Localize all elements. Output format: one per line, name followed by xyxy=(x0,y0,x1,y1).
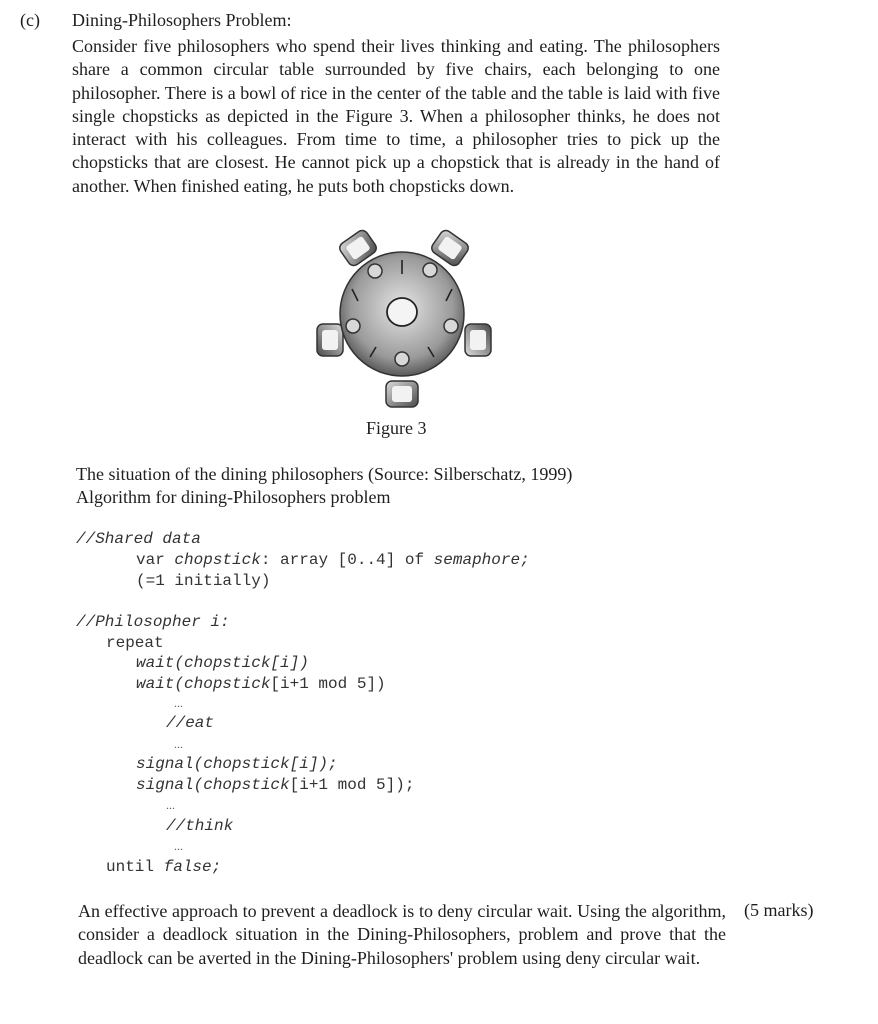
chair-bottom xyxy=(386,381,418,407)
code-ellipsis: ... xyxy=(174,839,183,853)
code-philosopher-comment: //Philosopher i: xyxy=(76,613,230,631)
code-init: (=1 initially) xyxy=(136,572,271,590)
code-ellipsis: ... xyxy=(174,737,183,751)
situation-text xyxy=(76,463,572,509)
chair-left xyxy=(317,324,343,356)
plate xyxy=(444,319,458,333)
plate xyxy=(395,352,409,366)
code-eat: //eat xyxy=(166,714,215,732)
figure-caption: Figure 3 xyxy=(366,418,427,438)
plate xyxy=(423,263,437,277)
code-var-line: var chopstick: array [0..4] of semaphore; xyxy=(136,551,530,569)
code-ellipsis: ... xyxy=(174,696,183,710)
plate xyxy=(368,264,382,278)
code-wait-1: wait(chopstick[i]) xyxy=(136,654,309,672)
question-body: Consider five philosophers who spend their lives thinking and eating. The philosophers share a common circular table surrounded by five chairs, each belonging to one philosopher. There is a bowl of rice in the center of the table and the table is laid with five single chopsticks as depicted in the Figure 3. When a philosopher thinks, he does not interact with his colleagues. From time to time, a philosopher tries to pick up the chopsticks that are closest. He cannot pick up a chopstick that is already in the hand of another. When finished eating, he puts both chopsticks down. xyxy=(72,36,720,196)
code-shared-comment: //Shared data xyxy=(76,530,201,548)
question-label: (c) xyxy=(20,10,40,30)
rice-bowl xyxy=(387,298,417,326)
source-line: The situation of the dining philosophers (Source: Silberschatz, 1999) xyxy=(76,464,573,484)
code-think: //think xyxy=(166,817,234,835)
dining-table-figure xyxy=(300,222,500,412)
marks-badge: (5 marks) xyxy=(744,900,814,920)
code-signal-1: signal(chopstick[i]); xyxy=(136,755,338,773)
code-until: until false; xyxy=(106,858,222,876)
code-wait-2: wait(chopstick[i+1 mod 5]) xyxy=(136,675,386,693)
chair-right xyxy=(465,324,491,356)
code-ellipsis: ... xyxy=(166,798,175,812)
code-repeat: repeat xyxy=(106,634,164,652)
code-signal-2: signal(chopstick[i+1 mod 5]); xyxy=(136,776,415,794)
final-question: An effective approach to prevent a deadlock is to deny circular wait. Using the algorithm, consider a deadlock situation in the Dining-Philosophers, problem and prove that the deadlock can be averted in the Dining-Philosophers' problem using deny circular wait. xyxy=(78,901,726,968)
plate xyxy=(346,319,360,333)
algorithm-line: Algorithm for dining-Philosophers problem xyxy=(76,487,391,507)
question-title: Dining-Philosophers Problem: xyxy=(72,10,292,30)
